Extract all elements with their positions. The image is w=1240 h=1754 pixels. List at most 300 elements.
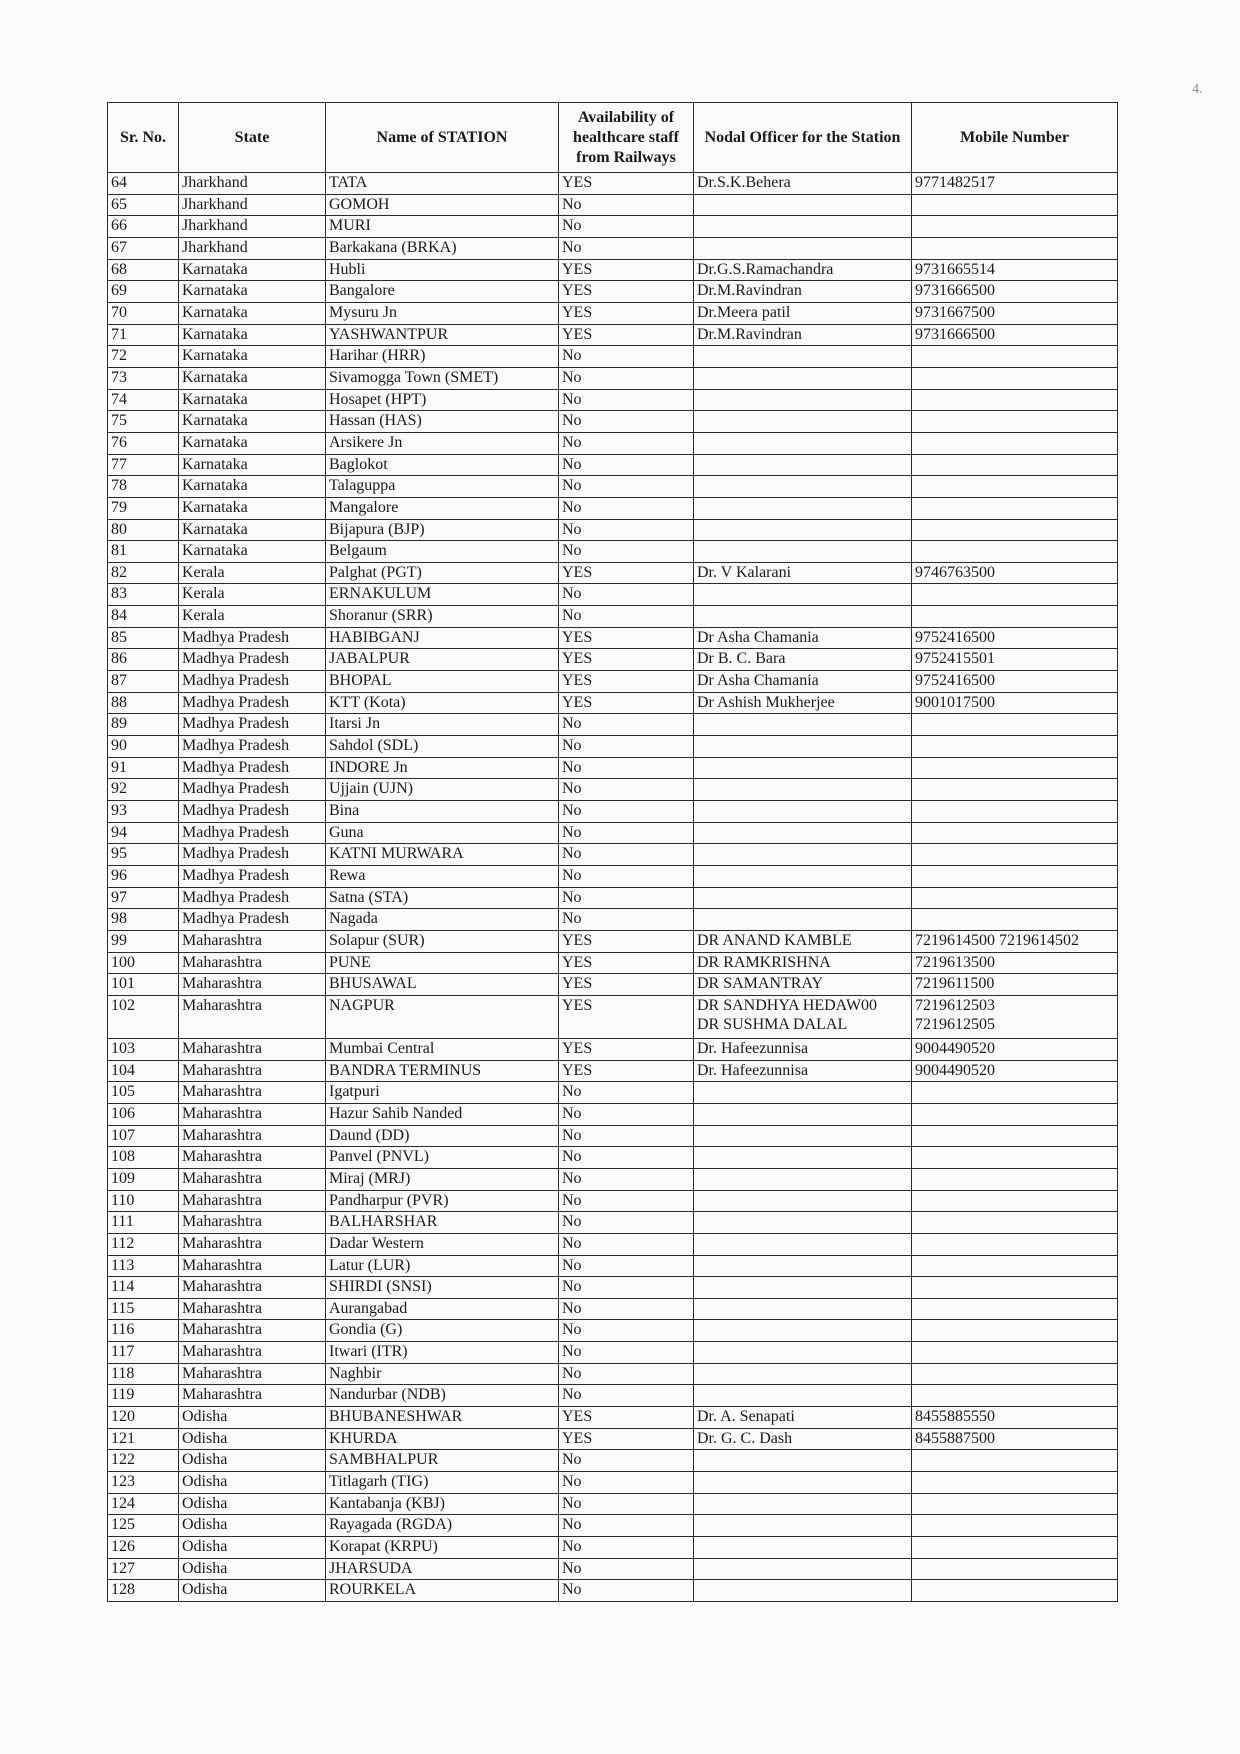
cell-state: Karnataka (179, 432, 326, 454)
cell-mobile (912, 497, 1118, 519)
cell-station: Rewa (326, 866, 559, 888)
cell-nodal-officer (694, 1082, 912, 1104)
cell-availability: No (559, 1277, 694, 1299)
cell-sr-no: 105 (108, 1082, 179, 1104)
table-row (108, 1363, 1118, 1385)
cell-nodal-officer (694, 1168, 912, 1190)
cell-station: SHIRDI (SNSI) (326, 1277, 559, 1299)
cell-nodal-officer: Dr Ashish Mukherjee (694, 692, 912, 714)
cell-state: Kerala (179, 584, 326, 606)
cell-mobile: 7219611500 (912, 974, 1118, 996)
cell-mobile: 9731667500 (912, 302, 1118, 324)
cell-mobile (912, 1580, 1118, 1602)
cell-station: Mysuru Jn (326, 302, 559, 324)
cell-nodal-officer (694, 757, 912, 779)
cell-availability: No (559, 1190, 694, 1212)
cell-mobile (912, 822, 1118, 844)
cell-state: Madhya Pradesh (179, 627, 326, 649)
cell-nodal-officer (694, 1558, 912, 1580)
cell-station: KTT (Kota) (326, 692, 559, 714)
table-row (108, 649, 1118, 671)
cell-station: Hubli (326, 259, 559, 281)
cell-mobile: 9746763500 (912, 562, 1118, 584)
cell-nodal-officer (694, 1363, 912, 1385)
cell-station: NAGPUR (326, 995, 559, 1038)
cell-sr-no: 101 (108, 974, 179, 996)
cell-station: Pandharpur (PVR) (326, 1190, 559, 1212)
cell-nodal-officer: Dr. Hafeezunnisa (694, 1038, 912, 1060)
cell-mobile: 9001017500 (912, 692, 1118, 714)
cell-sr-no: 127 (108, 1558, 179, 1580)
cell-nodal-officer (694, 346, 912, 368)
cell-mobile-line: 7219612503 (915, 996, 995, 1014)
cell-station: MURI (326, 216, 559, 238)
cell-station: TATA (326, 173, 559, 195)
table-row (108, 454, 1118, 476)
cell-sr-no: 122 (108, 1450, 179, 1472)
cell-mobile: 9731666500 (912, 281, 1118, 303)
table-row (108, 736, 1118, 758)
cell-sr-no: 66 (108, 216, 179, 238)
cell-sr-no: 92 (108, 779, 179, 801)
cell-mobile: 9752416500 (912, 627, 1118, 649)
cell-nodal-officer-line: DR SANDHYA HEDAW00 (697, 996, 878, 1014)
cell-state: Maharashtra (179, 1320, 326, 1342)
cell-mobile: 7219613500 (912, 952, 1118, 974)
table-row (108, 671, 1118, 693)
cell-mobile (912, 389, 1118, 411)
cell-mobile (912, 1212, 1118, 1234)
cell-nodal-officer (694, 844, 912, 866)
cell-availability: No (559, 1212, 694, 1234)
table-row (108, 302, 1118, 324)
cell-station: BHUBANESHWAR (326, 1407, 559, 1429)
cell-sr-no: 115 (108, 1298, 179, 1320)
cell-mobile (912, 1472, 1118, 1494)
cell-availability: YES (559, 692, 694, 714)
cell-state: Odisha (179, 1515, 326, 1537)
cell-nodal-officer (694, 194, 912, 216)
table-row (108, 324, 1118, 346)
cell-mobile: 9731665514 (912, 259, 1118, 281)
cell-state: Maharashtra (179, 1342, 326, 1364)
cell-sr-no: 89 (108, 714, 179, 736)
cell-nodal-officer (694, 606, 912, 628)
cell-sr-no: 78 (108, 476, 179, 498)
cell-mobile (912, 757, 1118, 779)
table-row (108, 1428, 1118, 1450)
cell-state: Odisha (179, 1558, 326, 1580)
cell-station: PUNE (326, 952, 559, 974)
cell-availability: No (559, 844, 694, 866)
table-row (108, 1580, 1118, 1602)
cell-state: Maharashtra (179, 1363, 326, 1385)
table-row (108, 1342, 1118, 1364)
cell-state: Maharashtra (179, 1038, 326, 1060)
cell-nodal-officer (694, 497, 912, 519)
cell-state: Maharashtra (179, 930, 326, 952)
cell-availability: No (559, 1168, 694, 1190)
cell-nodal-officer (694, 237, 912, 259)
cell-mobile (912, 1103, 1118, 1125)
cell-sr-no: 119 (108, 1385, 179, 1407)
cell-station: GOMOH (326, 194, 559, 216)
cell-sr-no: 108 (108, 1147, 179, 1169)
cell-mobile: 9752415501 (912, 649, 1118, 671)
cell-availability: No (559, 1103, 694, 1125)
cell-state: Odisha (179, 1472, 326, 1494)
cell-availability: No (559, 1450, 694, 1472)
cell-mobile: 9004490520 (912, 1060, 1118, 1082)
cell-nodal-officer (694, 1277, 912, 1299)
cell-state: Odisha (179, 1407, 326, 1429)
table-row (108, 1125, 1118, 1147)
table-row (108, 606, 1118, 628)
table-row (108, 1038, 1118, 1060)
cell-sr-no: 84 (108, 606, 179, 628)
cell-sr-no: 79 (108, 497, 179, 519)
cell-state: Maharashtra (179, 1125, 326, 1147)
cell-mobile (912, 1255, 1118, 1277)
cell-mobile (912, 1298, 1118, 1320)
cell-state: Odisha (179, 1428, 326, 1450)
cell-sr-no: 120 (108, 1407, 179, 1429)
cell-availability: YES (559, 974, 694, 996)
cell-nodal-officer (694, 1255, 912, 1277)
cell-station: Guna (326, 822, 559, 844)
cell-availability: YES (559, 995, 694, 1038)
cell-state: Maharashtra (179, 1103, 326, 1125)
cell-mobile (912, 736, 1118, 758)
cell-nodal-officer (694, 476, 912, 498)
cell-availability: No (559, 606, 694, 628)
cell-station: Gondia (G) (326, 1320, 559, 1342)
cell-mobile (912, 476, 1118, 498)
cell-sr-no: 67 (108, 237, 179, 259)
table-row (108, 1233, 1118, 1255)
cell-mobile (912, 801, 1118, 823)
cell-mobile (912, 606, 1118, 628)
table-row (108, 757, 1118, 779)
table-row (108, 1537, 1118, 1559)
cell-sr-no: 114 (108, 1277, 179, 1299)
cell-nodal-officer (694, 1190, 912, 1212)
cell-station: Sivamogga Town (SMET) (326, 367, 559, 389)
cell-sr-no: 128 (108, 1580, 179, 1602)
table-row (108, 519, 1118, 541)
table-row (108, 562, 1118, 584)
cell-availability: No (559, 346, 694, 368)
cell-availability: No (559, 1363, 694, 1385)
cell-nodal-officer (694, 995, 912, 1038)
cell-station: Bangalore (326, 281, 559, 303)
cell-station: Rayagada (RGDA) (326, 1515, 559, 1537)
cell-station: Nandurbar (NDB) (326, 1385, 559, 1407)
page-corner-mark: 4. (1192, 82, 1203, 97)
table-row (108, 1558, 1118, 1580)
table-row (108, 237, 1118, 259)
cell-availability: No (559, 1493, 694, 1515)
cell-sr-no: 69 (108, 281, 179, 303)
cell-state: Maharashtra (179, 974, 326, 996)
cell-station: ERNAKULUM (326, 584, 559, 606)
cell-nodal-officer (694, 411, 912, 433)
table-row (108, 346, 1118, 368)
cell-nodal-officer (694, 1233, 912, 1255)
cell-station: YASHWANTPUR (326, 324, 559, 346)
cell-sr-no: 98 (108, 909, 179, 931)
table-row (108, 194, 1118, 216)
table-row (108, 714, 1118, 736)
cell-state: Maharashtra (179, 1147, 326, 1169)
cell-sr-no: 103 (108, 1038, 179, 1060)
cell-sr-no: 93 (108, 801, 179, 823)
cell-nodal-officer (694, 1125, 912, 1147)
cell-sr-no: 74 (108, 389, 179, 411)
cell-state: Maharashtra (179, 1233, 326, 1255)
cell-availability: No (559, 1472, 694, 1494)
cell-station: BALHARSHAR (326, 1212, 559, 1234)
cell-nodal-officer (694, 866, 912, 888)
cell-state: Madhya Pradesh (179, 757, 326, 779)
cell-state: Karnataka (179, 476, 326, 498)
cell-mobile (912, 1558, 1118, 1580)
cell-mobile: 9004490520 (912, 1038, 1118, 1060)
header-availability: Availability of healthcare staff from Railways (559, 103, 694, 173)
cell-nodal-officer (694, 822, 912, 844)
cell-sr-no: 70 (108, 302, 179, 324)
cell-mobile (912, 346, 1118, 368)
cell-availability: No (559, 454, 694, 476)
header-sr-no: Sr. No. (108, 103, 179, 173)
table-row (108, 1385, 1118, 1407)
cell-sr-no: 123 (108, 1472, 179, 1494)
cell-mobile-line: 7219612505 (915, 1015, 995, 1033)
cell-station: Arsikere Jn (326, 432, 559, 454)
cell-station: Solapur (SUR) (326, 930, 559, 952)
cell-nodal-officer: DR RAMKRISHNA (694, 952, 912, 974)
cell-mobile (912, 216, 1118, 238)
cell-mobile (912, 1277, 1118, 1299)
cell-state: Jharkhand (179, 237, 326, 259)
cell-availability: No (559, 1298, 694, 1320)
cell-state: Maharashtra (179, 1060, 326, 1082)
table-row (108, 1298, 1118, 1320)
cell-station: Palghat (PGT) (326, 562, 559, 584)
cell-sr-no: 125 (108, 1515, 179, 1537)
cell-mobile (912, 1082, 1118, 1104)
cell-mobile (912, 367, 1118, 389)
table-row (108, 779, 1118, 801)
cell-availability: YES (559, 649, 694, 671)
table-row (108, 801, 1118, 823)
cell-state: Madhya Pradesh (179, 779, 326, 801)
table-row (108, 411, 1118, 433)
cell-state: Odisha (179, 1493, 326, 1515)
cell-station: Satna (STA) (326, 887, 559, 909)
cell-nodal-officer (694, 1537, 912, 1559)
cell-mobile (912, 519, 1118, 541)
cell-availability: No (559, 497, 694, 519)
cell-mobile: 9771482517 (912, 173, 1118, 195)
cell-station: Latur (LUR) (326, 1255, 559, 1277)
cell-nodal-officer (694, 1472, 912, 1494)
cell-nodal-officer: Dr.M.Ravindran (694, 324, 912, 346)
cell-station: Panvel (PNVL) (326, 1147, 559, 1169)
cell-availability: YES (559, 1428, 694, 1450)
cell-sr-no: 116 (108, 1320, 179, 1342)
cell-station: Talaguppa (326, 476, 559, 498)
cell-availability: No (559, 822, 694, 844)
cell-availability: YES (559, 627, 694, 649)
cell-availability: No (559, 1125, 694, 1147)
table-row (108, 952, 1118, 974)
cell-sr-no: 110 (108, 1190, 179, 1212)
cell-nodal-officer: Dr. G. C. Dash (694, 1428, 912, 1450)
cell-nodal-officer (694, 1385, 912, 1407)
cell-nodal-officer (694, 432, 912, 454)
cell-station: Bijapura (BJP) (326, 519, 559, 541)
table-row (108, 1190, 1118, 1212)
cell-nodal-officer (694, 1580, 912, 1602)
cell-sr-no: 87 (108, 671, 179, 693)
cell-nodal-officer (694, 1515, 912, 1537)
cell-sr-no: 80 (108, 519, 179, 541)
cell-station: Barkakana (BRKA) (326, 237, 559, 259)
cell-mobile (912, 1450, 1118, 1472)
cell-state: Jharkhand (179, 173, 326, 195)
cell-state: Odisha (179, 1580, 326, 1602)
cell-state: Jharkhand (179, 194, 326, 216)
table-row (108, 930, 1118, 952)
cell-mobile (912, 432, 1118, 454)
cell-mobile (912, 194, 1118, 216)
table-row (108, 692, 1118, 714)
cell-sr-no: 100 (108, 952, 179, 974)
cell-sr-no: 97 (108, 887, 179, 909)
cell-nodal-officer: Dr. Hafeezunnisa (694, 1060, 912, 1082)
cell-state: Madhya Pradesh (179, 866, 326, 888)
table-row (108, 173, 1118, 195)
cell-state: Karnataka (179, 519, 326, 541)
cell-station: INDORE Jn (326, 757, 559, 779)
cell-state: Karnataka (179, 367, 326, 389)
cell-state: Madhya Pradesh (179, 822, 326, 844)
table-row (108, 541, 1118, 563)
cell-availability: No (559, 714, 694, 736)
table-row (108, 389, 1118, 411)
table-row (108, 1450, 1118, 1472)
cell-availability: No (559, 1320, 694, 1342)
cell-station: Hosapet (HPT) (326, 389, 559, 411)
table-row (108, 432, 1118, 454)
cell-availability: No (559, 367, 694, 389)
cell-mobile (912, 1363, 1118, 1385)
cell-station: JHARSUDA (326, 1558, 559, 1580)
cell-mobile: 8455887500 (912, 1428, 1118, 1450)
cell-sr-no: 96 (108, 866, 179, 888)
cell-availability: YES (559, 281, 694, 303)
cell-station: Titlagarh (TIG) (326, 1472, 559, 1494)
cell-sr-no: 111 (108, 1212, 179, 1234)
cell-sr-no: 90 (108, 736, 179, 758)
cell-availability: YES (559, 302, 694, 324)
cell-nodal-officer (694, 779, 912, 801)
cell-mobile: 9752416500 (912, 671, 1118, 693)
table-row (108, 822, 1118, 844)
cell-sr-no: 64 (108, 173, 179, 195)
cell-availability: YES (559, 259, 694, 281)
cell-availability: No (559, 1385, 694, 1407)
cell-mobile (912, 1385, 1118, 1407)
cell-station: KHURDA (326, 1428, 559, 1450)
cell-state: Karnataka (179, 389, 326, 411)
cell-availability: No (559, 237, 694, 259)
table-row (108, 281, 1118, 303)
cell-station: Mangalore (326, 497, 559, 519)
cell-station: HABIBGANJ (326, 627, 559, 649)
header-nodal-officer: Nodal Officer for the Station (694, 103, 912, 173)
cell-mobile (912, 714, 1118, 736)
cell-station: BANDRA TERMINUS (326, 1060, 559, 1082)
cell-state: Karnataka (179, 259, 326, 281)
cell-availability: No (559, 887, 694, 909)
cell-nodal-officer (694, 454, 912, 476)
cell-sr-no: 88 (108, 692, 179, 714)
cell-state: Maharashtra (179, 1255, 326, 1277)
cell-nodal-officer: Dr.S.K.Behera (694, 173, 912, 195)
cell-availability: No (559, 194, 694, 216)
cell-station: BHOPAL (326, 671, 559, 693)
cell-mobile (912, 454, 1118, 476)
cell-sr-no: 113 (108, 1255, 179, 1277)
cell-sr-no: 102 (108, 995, 179, 1038)
cell-state: Madhya Pradesh (179, 692, 326, 714)
cell-sr-no: 77 (108, 454, 179, 476)
cell-nodal-officer (694, 714, 912, 736)
cell-nodal-officer (694, 887, 912, 909)
cell-state: Maharashtra (179, 1190, 326, 1212)
cell-nodal-officer: Dr. A. Senapati (694, 1407, 912, 1429)
cell-mobile (912, 584, 1118, 606)
cell-state: Karnataka (179, 346, 326, 368)
cell-availability: No (559, 216, 694, 238)
cell-nodal-officer: Dr.M.Ravindran (694, 281, 912, 303)
cell-mobile (912, 1537, 1118, 1559)
cell-availability: No (559, 476, 694, 498)
cell-station: Hazur Sahib Nanded (326, 1103, 559, 1125)
cell-sr-no: 117 (108, 1342, 179, 1364)
cell-station: Mumbai Central (326, 1038, 559, 1060)
cell-nodal-officer (694, 1493, 912, 1515)
cell-mobile: 8455885550 (912, 1407, 1118, 1429)
table-row (108, 1472, 1118, 1494)
cell-station: Korapat (KRPU) (326, 1537, 559, 1559)
cell-mobile (912, 909, 1118, 931)
cell-mobile (912, 237, 1118, 259)
cell-nodal-officer (694, 1147, 912, 1169)
cell-state: Maharashtra (179, 995, 326, 1038)
cell-nodal-officer (694, 801, 912, 823)
cell-availability: No (559, 584, 694, 606)
cell-nodal-officer: Dr B. C. Bara (694, 649, 912, 671)
cell-state: Odisha (179, 1537, 326, 1559)
cell-sr-no: 76 (108, 432, 179, 454)
table-row (108, 584, 1118, 606)
cell-sr-no: 112 (108, 1233, 179, 1255)
cell-sr-no: 75 (108, 411, 179, 433)
cell-station: Shoranur (SRR) (326, 606, 559, 628)
